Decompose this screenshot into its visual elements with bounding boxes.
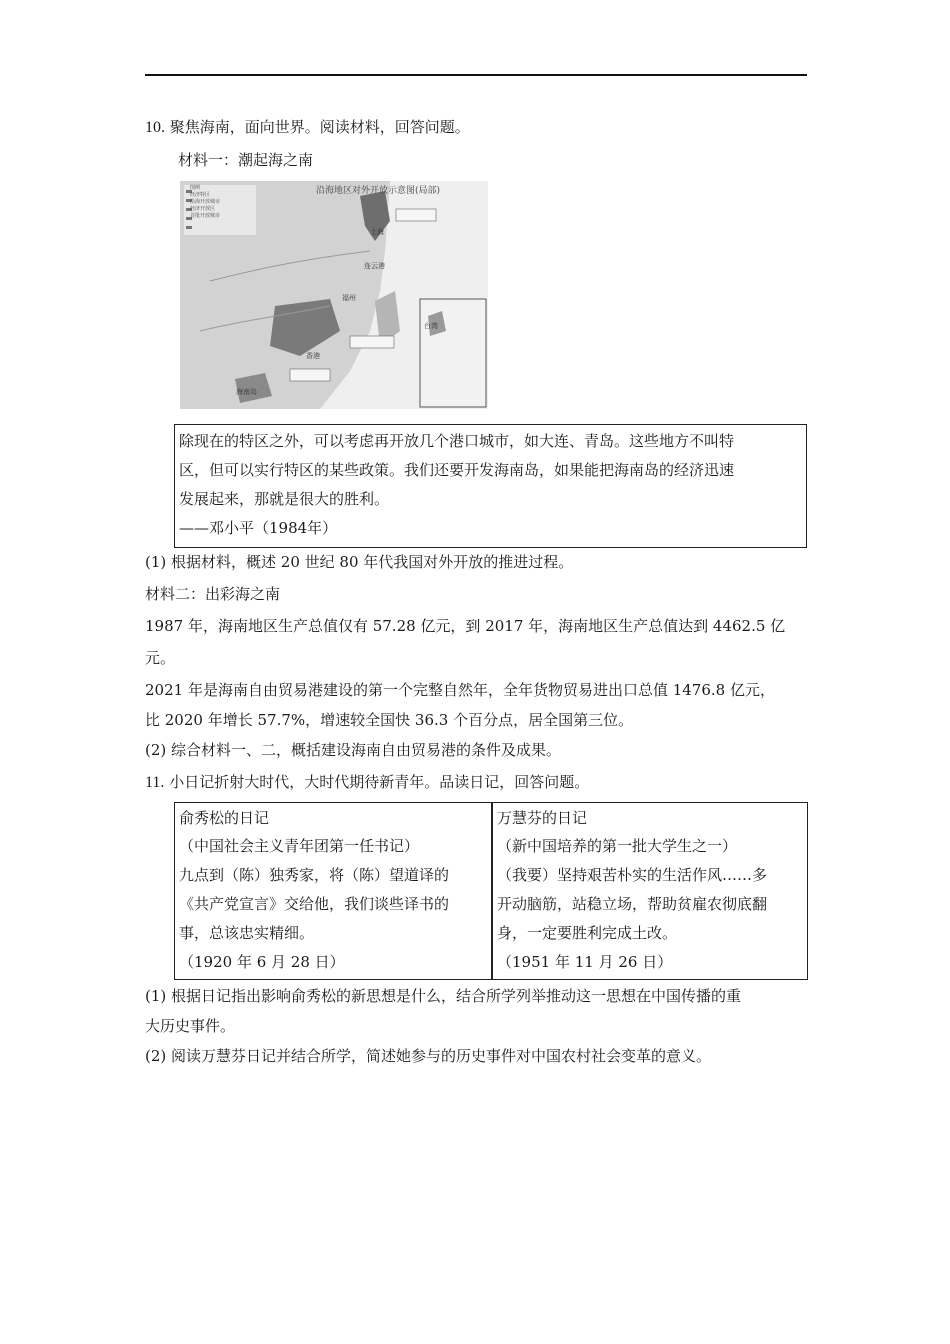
diary-line: （我要）坚持艰苦朴实的生活作风……多 [497,866,768,884]
material-2-text: 比 2020 年增长 57.7%，增速较全国快 36.3 个百分点，居全国第三位。 [145,711,634,729]
map-place: 福州 [342,294,356,302]
map-legend-item: 经济开放区 [190,206,216,212]
q11-subquestion-1: (1) 根据日记指出影响俞秀松的新思想是什么，结合所学列举推动这一思想在中国传播的重 [145,987,742,1005]
material-2-text: 元。 [145,649,176,667]
map-legend-item: 首批开放城市 [190,213,221,219]
quote-line: 除现在的特区之外，可以考虑再开放几个港口城市，如大连、青岛。这些地方不叫特 [179,432,735,450]
diary-line: 事，总该忠实精细。 [179,924,315,942]
map-legend-item: 经济特区 [190,192,211,198]
map-title: 沿海地区对外开放示意图(局部) [316,186,441,196]
diary-title: 俞秀松的日记 [179,809,270,827]
map-place: 连云港 [364,262,385,270]
material-2-text: 1987 年，海南地区生产总值仅有 57.28 亿元，到 2017 年，海南地区生产总值达到 4462.5 亿 [145,617,786,635]
quote-line: 区，但可以实行特区的某些政策。我们还要开发海南岛，如果能把海南岛的经济迅速 [179,461,735,479]
diary-table [174,802,808,980]
material-2-title: 材料二：出彩海之南 [145,585,281,603]
diary-date: （1951 年 11 月 26 日） [497,953,673,971]
quote-line: 发展起来，那就是很大的胜利。 [179,490,390,508]
map-place: 海南岛 [236,388,257,396]
diary-date: （1920 年 6 月 28 日） [179,953,345,971]
map-place: 台湾 [424,322,438,330]
diary-line: （新中国培养的第一批大学生之一） [497,837,738,855]
question-number: 11. [145,774,165,791]
diary-line: 身，一定要胜利完成土改。 [497,924,678,942]
diary-right-cell [493,803,805,979]
quote-attribution: ——邓小平（1984年） [179,519,338,537]
header-rule [145,74,807,76]
material-1-title: 材料一：潮起海之南 [178,151,314,169]
diary-title: 万慧芬的日记 [497,809,588,827]
diary-left-cell [175,803,491,979]
question-text: 小日记折射大时代，大时代期待新青年。品读日记，回答问题。 [169,773,590,791]
q10-subquestion-2: (2) 综合材料一、二，概括建设海南自由贸易港的条件及成果。 [145,741,562,759]
question-10-stem [145,117,470,138]
map-legend [190,185,220,220]
question-number: 10. [145,119,165,136]
material-2-text: 2021 年是海南自由贸易港建设的第一个完整自然年，全年货物贸易进出口总值 1476.8 亿元， [145,681,775,699]
diary-line: 开动脑筋，站稳立场，帮助贫雇农彻底翻 [497,895,768,913]
diary-line: （中国社会主义青年团第一任书记） [179,837,420,855]
diary-line: 《共产党宣言》交给他，我们谈些译书的 [179,895,450,913]
map-place: 上海 [370,228,384,236]
map-drawing [180,181,488,409]
q11-subquestion-1-cont: 大历史事件。 [145,1017,236,1035]
question-11-stem [145,772,589,793]
coastal-opening-map [180,181,488,409]
map-place: 香港 [306,352,320,360]
map-legend-item: 沿海开放城市 [190,199,221,205]
question-text: 聚焦海南，面向世界。阅读材料，回答问题。 [169,118,470,136]
map-legend-item: 图例 [190,185,201,191]
diary-line: 九点到（陈）独秀家，将（陈）望道译的 [179,866,450,884]
q11-subquestion-2: (2) 阅读万慧芬日记并结合所学，简述她参与的历史事件对中国农村社会变革的意义。 [145,1047,712,1065]
q10-subquestion-1: (1) 根据材料，概述 20 世纪 80 年代我国对外开放的推进过程。 [145,553,574,571]
deng-quote-box [174,424,807,548]
